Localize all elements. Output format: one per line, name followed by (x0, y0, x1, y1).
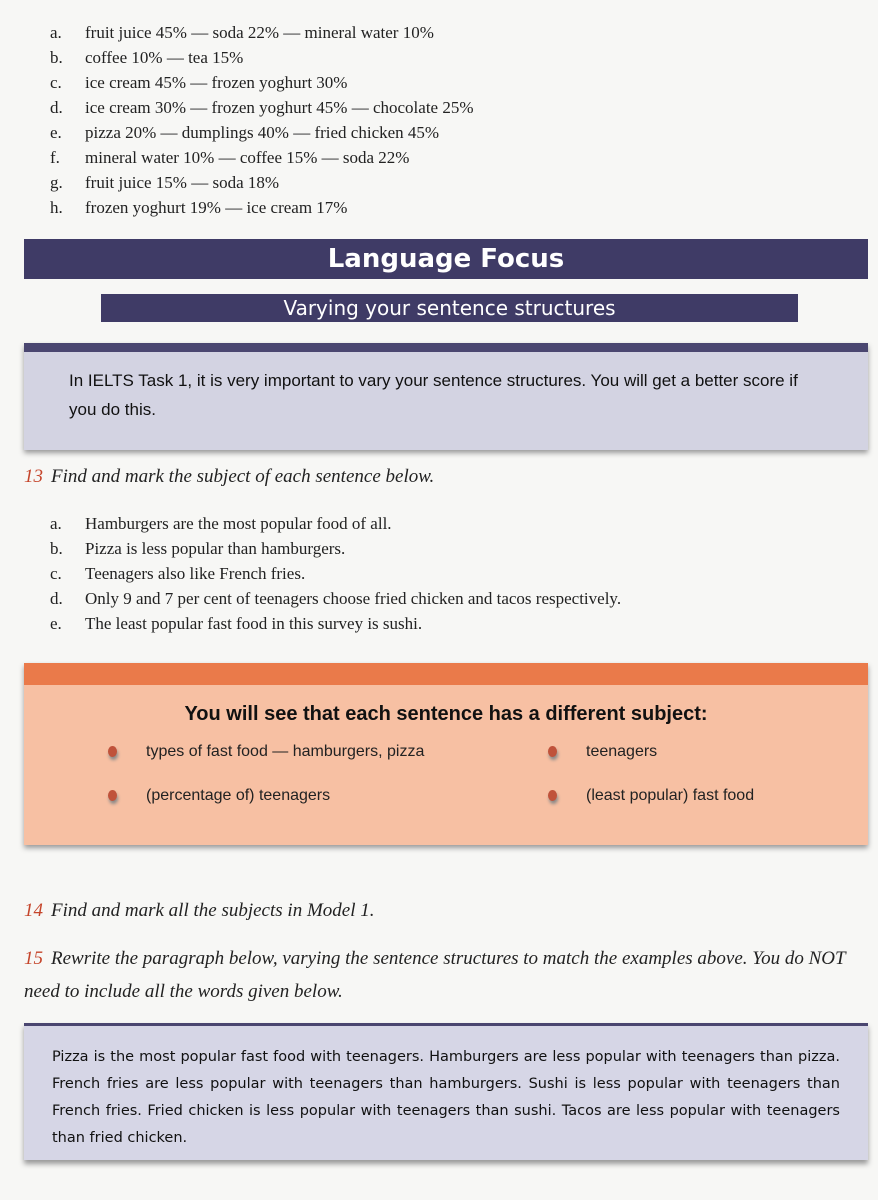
list-item (50, 120, 474, 145)
bullet-text: (least popular) fast food (586, 787, 755, 804)
bullet-icon (548, 746, 557, 757)
item-letter: d. (50, 589, 63, 608)
item-letter: h. (50, 198, 63, 217)
list-item (50, 95, 474, 120)
item-text: ice cream 30% — frozen yoghurt 45% — chocolate 25% (85, 98, 474, 117)
item-letter: b. (50, 48, 63, 67)
paragraph-text: Pizza is the most popular fast food with teenagers. Hamburgers are less popular with teenagers than pizza. French fries are less popular with teenagers than hamburgers. Sushi is less popular with teenagers than French fries. Fried chicken is less popular with teenagers than sushi. Tacos are less popular with teenagers than fried chicken. (52, 1049, 840, 1146)
item-letter: a. (50, 23, 62, 42)
sentences-list (50, 511, 621, 636)
subjects-box (24, 663, 868, 845)
bullet-icon (108, 790, 117, 801)
list-item (50, 70, 474, 95)
bullet-icon (548, 790, 557, 801)
item-text: pizza 20% — dumplings 40% — fried chicken 45% (85, 123, 440, 142)
bullet-item (586, 787, 754, 805)
question-number: 15 (24, 948, 43, 969)
item-text: fruit juice 45% — soda 22% — mineral water 10% (85, 23, 434, 42)
question-text: Find and mark all the subjects in Model 1. (51, 900, 375, 921)
language-focus-subtitle: Varying your sentence structures (101, 294, 798, 322)
item-text: Teenagers also like French fries. (85, 564, 306, 583)
percentages-list (50, 20, 474, 220)
paragraph-box (24, 1023, 868, 1160)
question-number: 14 (24, 900, 43, 921)
bullet-item (146, 743, 424, 761)
language-focus-box (24, 343, 868, 450)
question-number: 13 (24, 466, 43, 487)
item-text: Pizza is less popular than hamburgers. (85, 539, 346, 558)
list-item (50, 145, 474, 170)
question-13 (24, 466, 434, 488)
item-text: Only 9 and 7 per cent of teenagers choose fried chicken and tacos respectively. (85, 589, 622, 608)
item-letter: a. (50, 514, 62, 533)
item-text: Hamburgers are the most popular food of all. (85, 514, 392, 533)
item-letter: g. (50, 173, 63, 192)
item-text: The least popular fast food in this survey is sushi. (85, 614, 423, 633)
question-text: Find and mark the subject of each sentence below. (51, 466, 435, 487)
list-item (50, 561, 621, 586)
item-text: ice cream 45% — frozen yoghurt 30% (85, 73, 348, 92)
list-item (50, 536, 621, 561)
item-text: coffee 10% — tea 15% (85, 48, 244, 67)
language-focus-text: In IELTS Task 1, it is very important to vary your sentence structures. You will get a better score if you do this. (69, 371, 798, 419)
bullet-icon (108, 746, 117, 757)
item-text: fruit juice 15% — soda 18% (85, 173, 280, 192)
list-item (50, 170, 474, 195)
item-text: frozen yoghurt 19% — ice cream 17% (85, 198, 348, 217)
bullet-text: teenagers (586, 743, 658, 760)
list-item (50, 45, 474, 70)
item-letter: c. (50, 73, 62, 92)
question-15 (24, 942, 869, 1008)
item-letter: e. (50, 123, 62, 142)
subjects-box-title: You will see that each sentence has a different subject: (184, 703, 708, 725)
item-text: mineral water 10% — coffee 15% — soda 22% (85, 148, 410, 167)
question-text: Rewrite the paragraph below, varying the sentence structures to match the examples above. You do NOT need to include all the words given below. (24, 948, 846, 1002)
item-letter: f. (50, 148, 60, 167)
bullet-text: types of fast food — hamburgers, pizza (146, 743, 425, 760)
language-focus-title: Language Focus (24, 239, 868, 279)
item-letter: e. (50, 614, 62, 633)
item-letter: c. (50, 564, 62, 583)
item-letter: b. (50, 539, 63, 558)
bullet-item (586, 743, 657, 761)
item-letter: d. (50, 98, 63, 117)
list-item (50, 586, 621, 611)
bullet-text: (percentage of) teenagers (146, 787, 331, 804)
list-item (50, 20, 474, 45)
bullet-item (146, 787, 330, 805)
list-item (50, 611, 621, 636)
question-14 (24, 900, 374, 922)
list-item (50, 511, 621, 536)
list-item (50, 195, 474, 220)
